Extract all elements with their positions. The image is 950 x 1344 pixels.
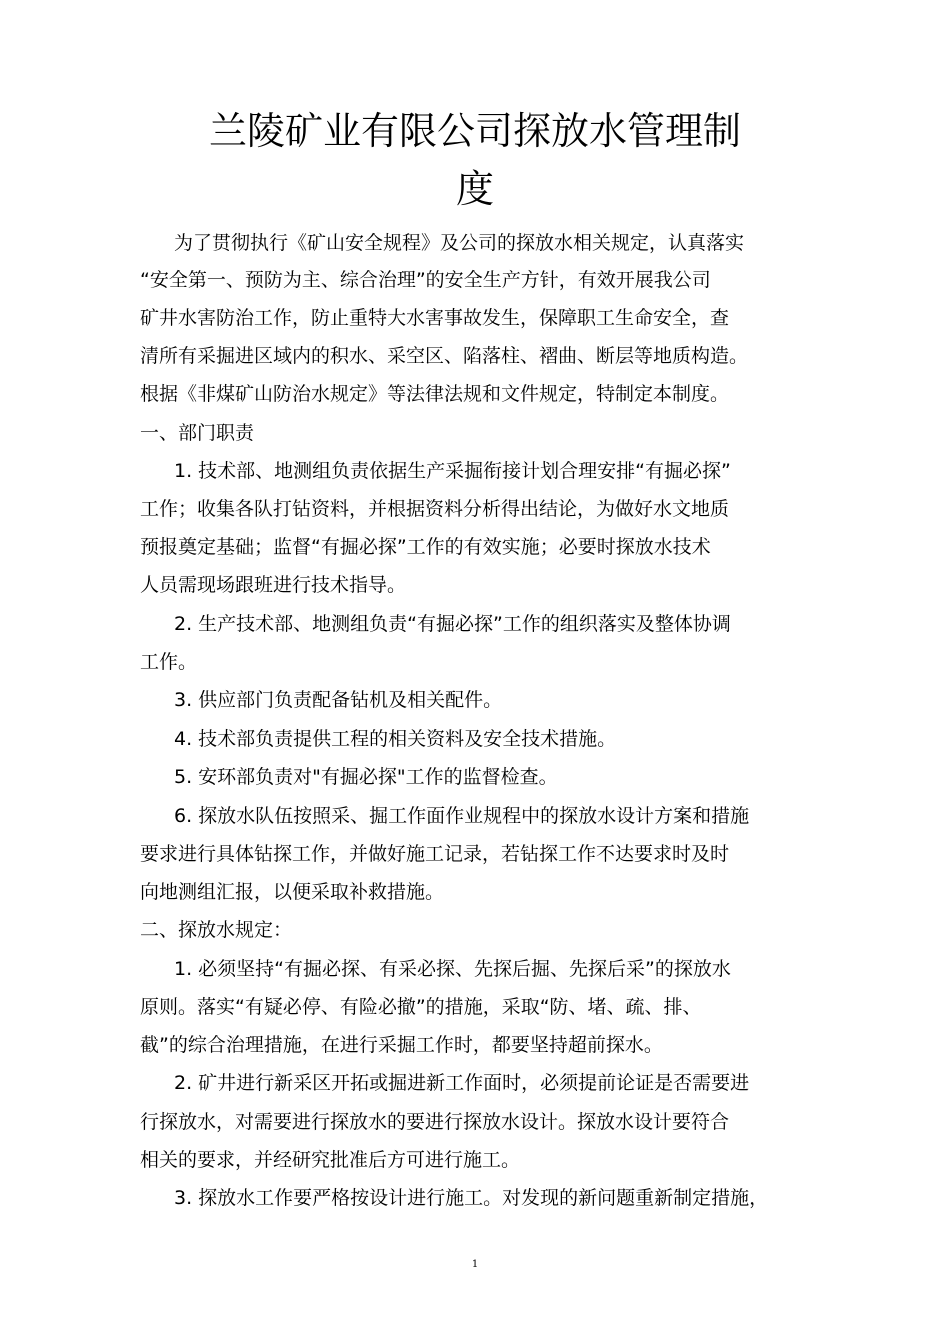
body-line: 1. 必须坚持“有掘必探、有采必探、先探后掘、先探后采”的探放水 xyxy=(174,958,731,980)
document-title-line-1: 兰陵矿业有限公司探放水管理制 xyxy=(208,109,741,153)
body-line: “安全第一、预防为主、综合治理”的安全生产方针，有效开展我公司 xyxy=(140,269,711,291)
body-line: 相关的要求，并经研究批准后方可进行施工。 xyxy=(140,1149,521,1171)
section-heading: 一、部门职责 xyxy=(140,422,255,444)
body-line: 5. 安环部负责对"有掘必探"工作的监督检查。 xyxy=(174,766,558,788)
body-line: 要求进行具体钻探工作，并做好施工记录，若钻探工作不达要求时及时 xyxy=(140,843,730,865)
body-line: 1. 技术部、地测组负责依据生产采掘衔接计划合理安排“有掘必探” xyxy=(174,460,731,482)
body-line: 为了贯彻执行《矿山安全规程》及公司的探放水相关规定，认真落实 xyxy=(174,232,745,254)
body-line: 2. 生产技术部、地测组负责“有掘必探”工作的组织落实及整体协调 xyxy=(174,613,731,635)
body-line: 2. 矿井进行新采区开拓或掘进新工作面时，必须提前论证是否需要进 xyxy=(174,1072,750,1094)
section-heading: 二、探放水规定： xyxy=(140,919,293,941)
body-line: 根据《非煤矿山防治水规定》等法律法规和文件规定，特制定本制度。 xyxy=(140,383,730,405)
body-line: 原则。落实“有疑必停、有险必撤”的措施，采取“防、堵、疏、排、 xyxy=(140,996,702,1018)
body-line: 人员需现场跟班进行技术指导。 xyxy=(140,574,407,596)
body-line: 工作；收集各队打钻资料，并根据资料分析得出结论，为做好水文地质 xyxy=(140,498,730,520)
body-line: 预报奠定基础；监督“有掘必探”工作的有效实施；必要时探放水技术 xyxy=(140,536,711,558)
body-line: 4. 技术部负责提供工程的相关资料及安全技术措施。 xyxy=(174,728,617,750)
body-line: 3. 探放水工作要严格按设计进行施工。对发现的新问题重新制定措施， xyxy=(174,1187,769,1209)
body-line: 工作。 xyxy=(140,651,198,673)
body-line: 截”的综合治理措施，在进行采掘工作时，都要坚持超前探水。 xyxy=(140,1034,663,1056)
body-line: 行探放水，对需要进行探放水的要进行探放水设计。探放水设计要符合 xyxy=(140,1111,730,1133)
body-line: 6. 探放水队伍按照采、掘工作面作业规程中的探放水设计方案和措施 xyxy=(174,805,750,827)
body-line: 矿井水害防治工作，防止重特大水害事故发生，保障职工生命安全，查 xyxy=(140,307,730,329)
body-line: 向地测组汇报，以便采取补救措施。 xyxy=(140,881,445,903)
body-line: 3. 供应部门负责配备钻机及相关配件。 xyxy=(174,689,503,711)
document-title-line-2: 度 xyxy=(455,167,494,211)
page-number: 1 xyxy=(471,1259,479,1270)
body-line: 清所有采掘进区域内的积水、采空区、陷落柱、褶曲、断层等地质构造。 xyxy=(140,345,749,367)
